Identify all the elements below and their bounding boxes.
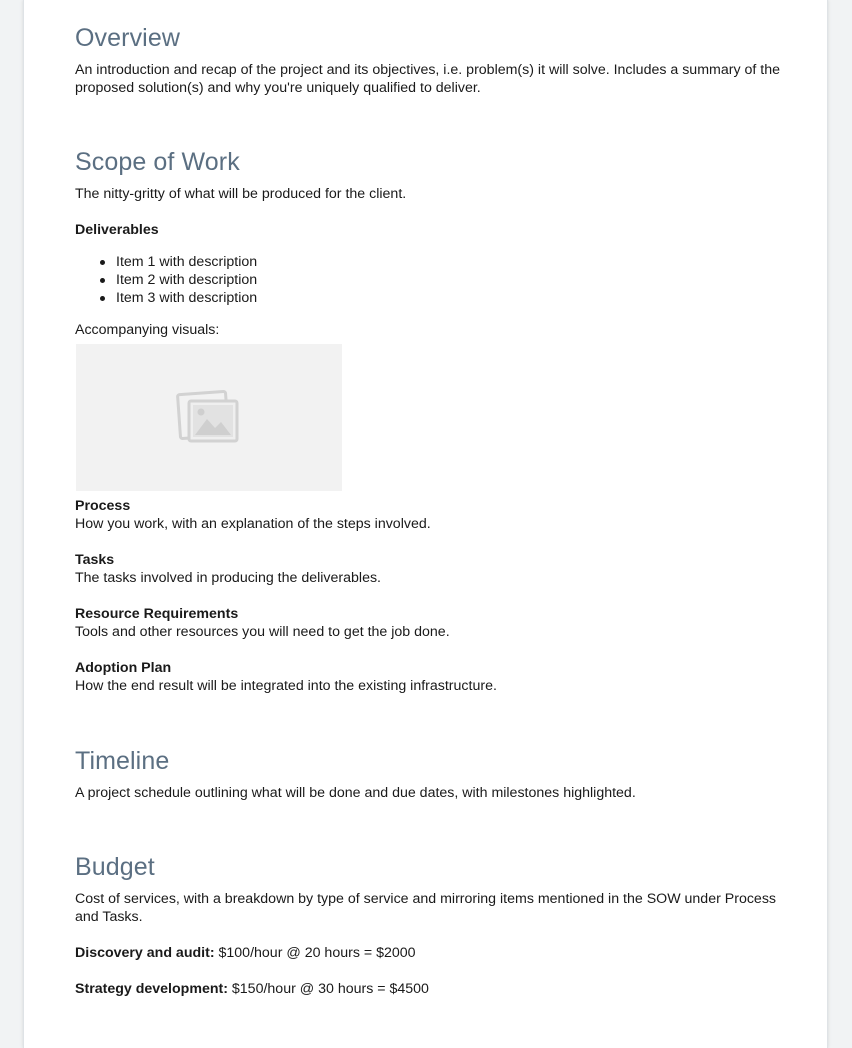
deliverables-list	[75, 253, 785, 307]
deliverables-heading: Deliverables	[75, 222, 159, 238]
adoption-plan-text: How the end result will be integrated into the existing infrastructure.	[75, 678, 497, 694]
budget-line-item	[75, 980, 785, 998]
timeline-body: A project schedule outlining what will be done and due dates, with milestones highlighted.	[75, 785, 636, 801]
process-text: How you work, with an explanation of the steps involved.	[75, 516, 431, 532]
scope-heading: Scope of Work	[75, 148, 240, 176]
budget-item-value: $100/hour @ 20 hours = $2000	[218, 945, 416, 961]
resource-requirements-title: Resource Requirements	[75, 606, 239, 622]
scope-intro: The nitty-gritty of what will be produced for the client.	[75, 186, 407, 202]
list-item: Item 3 with description	[98, 289, 785, 307]
overview-heading: Overview	[75, 24, 180, 52]
tasks-text: The tasks involved in producing the deliverables.	[75, 570, 381, 586]
adoption-plan-title: Adoption Plan	[75, 660, 172, 676]
tasks-title: Tasks	[75, 552, 115, 568]
resource-requirements-text: Tools and other resources you will need to get the job done.	[75, 624, 450, 640]
list-item: Item 2 with description	[98, 271, 785, 289]
document-page	[23, 0, 828, 1048]
budget-body: Cost of services, with a breakdown by type of service and mirroring items mentioned in the SOW under Process and Tasks.	[75, 891, 777, 925]
budget-item-label: Strategy development:	[75, 981, 228, 997]
budget-heading: Budget	[75, 853, 155, 881]
image-placeholder[interactable]	[76, 344, 342, 491]
overview-body: An introduction and recap of the project and its objectives, i.e. problem(s) it will solve. Includes a summary of the proposed solution(s) and why you're uniquely qualified to deliver.	[75, 62, 780, 96]
timeline-heading: Timeline	[75, 747, 170, 775]
budget-item-value: $150/hour @ 30 hours = $4500	[231, 981, 429, 997]
list-item: Item 1 with description	[98, 253, 785, 271]
process-title: Process	[75, 498, 131, 514]
budget-line-item	[75, 944, 785, 962]
image-placeholder-icon	[176, 390, 242, 446]
visuals-label: Accompanying visuals:	[75, 322, 220, 338]
budget-item-label: Discovery and audit:	[75, 945, 215, 961]
